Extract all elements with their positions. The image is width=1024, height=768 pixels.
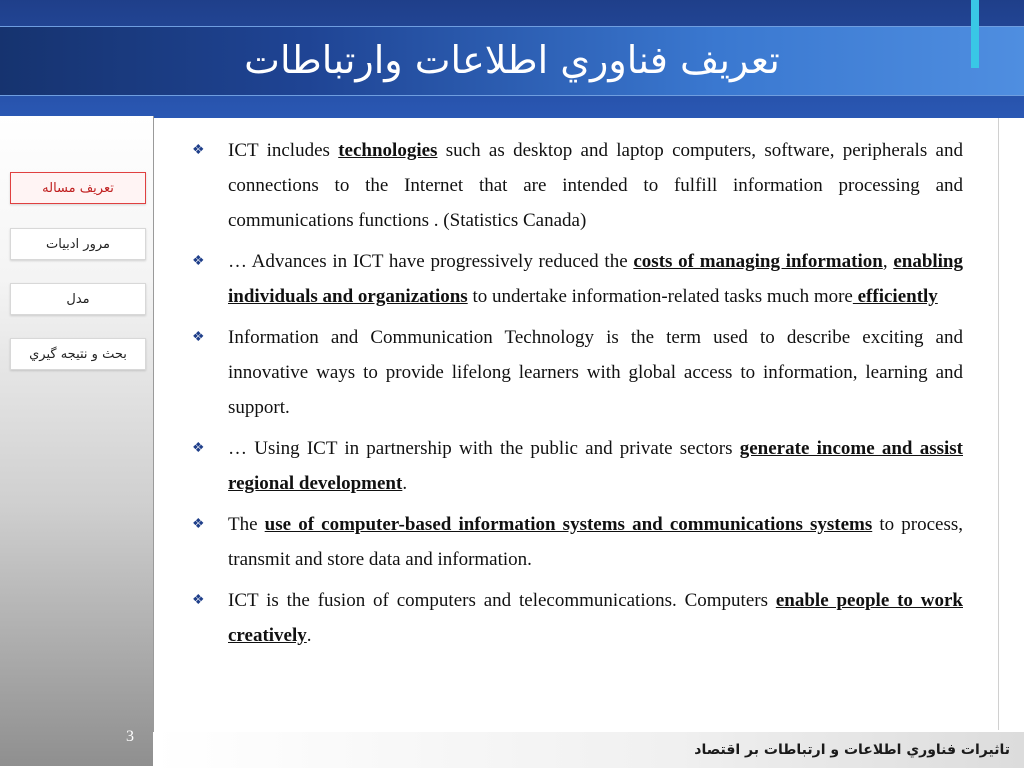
bullet-text: to undertake information-related tasks much more (467, 286, 853, 307)
diamond-bullet-icon: ❖ (192, 330, 205, 345)
bullet-text: … Using ICT in partnership with the public and private sectors (228, 438, 740, 459)
underlined-text: enabling individuals and organizations (228, 251, 964, 307)
content-border (998, 118, 999, 730)
bullet-text: . (402, 473, 408, 494)
underlined-text: efficiently (852, 286, 938, 307)
footer-caption: تاثيرات فناوري اطلاعات و ارتباطات بر اقتصاد (694, 742, 1010, 758)
diamond-bullet-icon: ❖ (192, 254, 205, 269)
bullet-text: such as desktop and laptop computers, software, peripherals and connections to the Internet that are intended to fulfill information processing and communications functions . (Statistics Canada) (228, 140, 963, 231)
bullet-item (170, 244, 963, 314)
diamond-bullet-icon: ❖ (192, 517, 205, 532)
bullet-item (170, 583, 963, 653)
bullet-text: . (306, 625, 312, 646)
content-area (170, 133, 963, 659)
bullet-item (170, 133, 963, 238)
bullet-item (170, 507, 963, 577)
underlined-text: technologies (338, 140, 438, 161)
diamond-bullet-icon: ❖ (192, 143, 205, 158)
sidebar-item-discussion-conclusion[interactable] (10, 338, 146, 370)
sidebar-item-label: مدل (66, 291, 90, 307)
underlined-text: costs of managing information (633, 251, 883, 272)
underlined-text: use of computer-based information systems and communications systems (264, 514, 873, 535)
bullet-item (170, 320, 963, 425)
bullet-text: ICT is the fusion of computers and telecommunications. Computers (228, 590, 776, 611)
page-number: 3 (126, 728, 134, 745)
sidebar-item-literature-review[interactable] (10, 228, 146, 260)
diamond-bullet-icon: ❖ (192, 593, 205, 608)
diamond-bullet-icon: ❖ (192, 441, 205, 456)
sidebar (0, 116, 154, 766)
bullet-text: to process, transmit and store data and information. (228, 514, 963, 570)
sidebar-item-label: تعريف مساله (42, 180, 114, 196)
underlined-text: generate income and assist regional development (228, 438, 963, 494)
bullet-text: Information and Communication Technology is the term used to describe exciting and innovative ways to provide lifelong learners with global access to information, learning and support. (228, 327, 963, 418)
bullet-text: The (228, 514, 265, 535)
bullet-text: … Advances in ICT have progressively reduced the (228, 251, 634, 272)
underlined-text: enable people to work creatively (228, 590, 963, 646)
sidebar-item-problem-definition[interactable] (10, 172, 146, 204)
bullet-text: , (882, 251, 894, 272)
bullet-text: ICT includes (228, 140, 339, 161)
bullet-list (170, 133, 963, 653)
sidebar-item-label: مرور ادبيات (46, 236, 110, 252)
bullet-item (170, 431, 963, 501)
slide-title: تعريف فناوري اطلاعات وارتباطات (244, 38, 780, 82)
sidebar-item-label: بحث و نتيجه گيري (29, 346, 127, 362)
sidebar-item-model[interactable] (10, 283, 146, 315)
